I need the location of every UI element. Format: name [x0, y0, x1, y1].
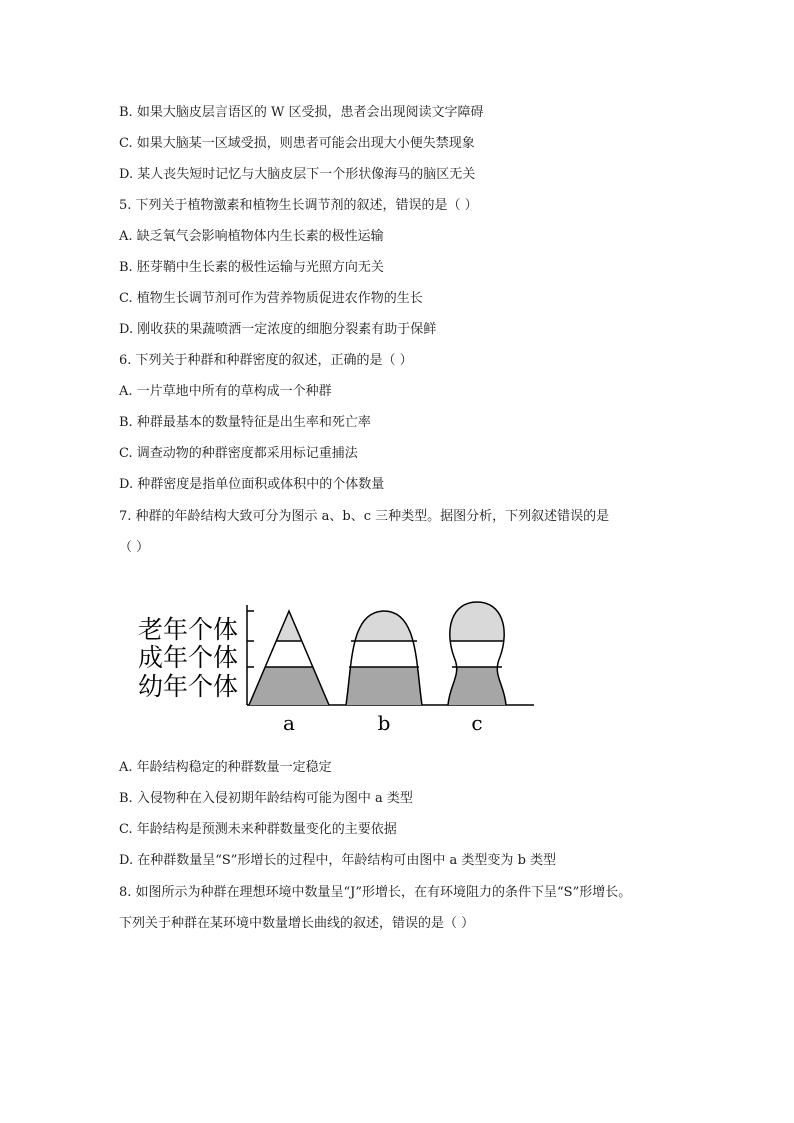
option-a-q5: A. 缺乏氧气会影响植物体内生长素的极性运输 [119, 229, 384, 244]
option-b-q4: B. 如果大脑皮层言语区的 W 区受损，患者会出现阅读文字障碍 [119, 105, 484, 120]
question-5-stem: 5. 下列关于植物激素和植物生长调节剂的叙述，错误的是（ ） [119, 198, 478, 213]
a-adult-band [242, 641, 342, 667]
type-label-c: c [471, 711, 483, 735]
pyramid-c [442, 585, 512, 707]
option-d-q6: D. 种群密度是指单位面积或体积中的个体数量 [119, 477, 385, 492]
b-old-band [342, 585, 432, 641]
type-label-b: b [377, 711, 391, 735]
pyramid-a [242, 585, 342, 707]
question-7-answer-bracket: （ ） [119, 540, 150, 555]
question-8-stem: 8. 如图所示为种群在理想环境中数量呈“J”形增长，在有环境阻力的条件下呈“S”形增长。 [119, 885, 632, 900]
option-c-q4: C. 如果大脑某一区域受损，则患者可能会出现大小便失禁现象 [119, 136, 475, 151]
option-c-q6: C. 调查动物的种群密度都采用标记重捕法 [119, 446, 358, 461]
label-old: 老年个体 [138, 615, 239, 644]
type-label-a: a [283, 711, 295, 735]
label-adult: 成年个体 [138, 643, 239, 672]
age-structure-figure [132, 585, 542, 735]
option-a-q7: A. 年龄结构稳定的种群数量一定稳定 [119, 760, 332, 775]
option-d-q4: D. 某人丧失短时记忆与大脑皮层下一个形状像海马的脑区无关 [119, 167, 476, 182]
pyramid-b [342, 585, 432, 707]
option-d-q7: D. 在种群数量呈“S”形增长的过程中，年龄结构可由图中 a 类型变为 b 类型 [119, 853, 557, 868]
option-d-q5: D. 刚收获的果蔬喷洒一定浓度的细胞分裂素有助于保鲜 [119, 322, 437, 337]
question-6-stem: 6. 下列关于种群和种群密度的叙述，正确的是（ ） [119, 353, 413, 368]
option-b-q7: B. 入侵物种在入侵初期年龄结构可能为图中 a 类型 [119, 791, 413, 806]
a-old-band [242, 585, 342, 641]
c-old-band [442, 585, 512, 641]
question-7-stem: 7. 种群的年龄结构大致可分为图示 a、b、c 三种类型。据图分析，下列叙述错误的是 [119, 509, 610, 524]
option-b-q6: B. 种群最基本的数量特征是出生率和死亡率 [119, 415, 371, 430]
option-a-q6: A. 一片草地中所有的草构成一个种群 [119, 384, 332, 399]
question-8-stem-cont: 下列关于种群在某环境中数量增长曲线的叙述，错误的是（ ） [119, 916, 475, 931]
b-adult-band [342, 641, 432, 667]
option-b-q5: B. 胚芽鞘中生长素的极性运输与光照方向无关 [119, 260, 384, 275]
option-c-q7: C. 年龄结构是预测未来种群数量变化的主要依据 [119, 822, 397, 837]
label-young: 幼年个体 [138, 672, 239, 701]
option-c-q5: C. 植物生长调节剂可作为营养物质促进农作物的生长 [119, 291, 423, 306]
